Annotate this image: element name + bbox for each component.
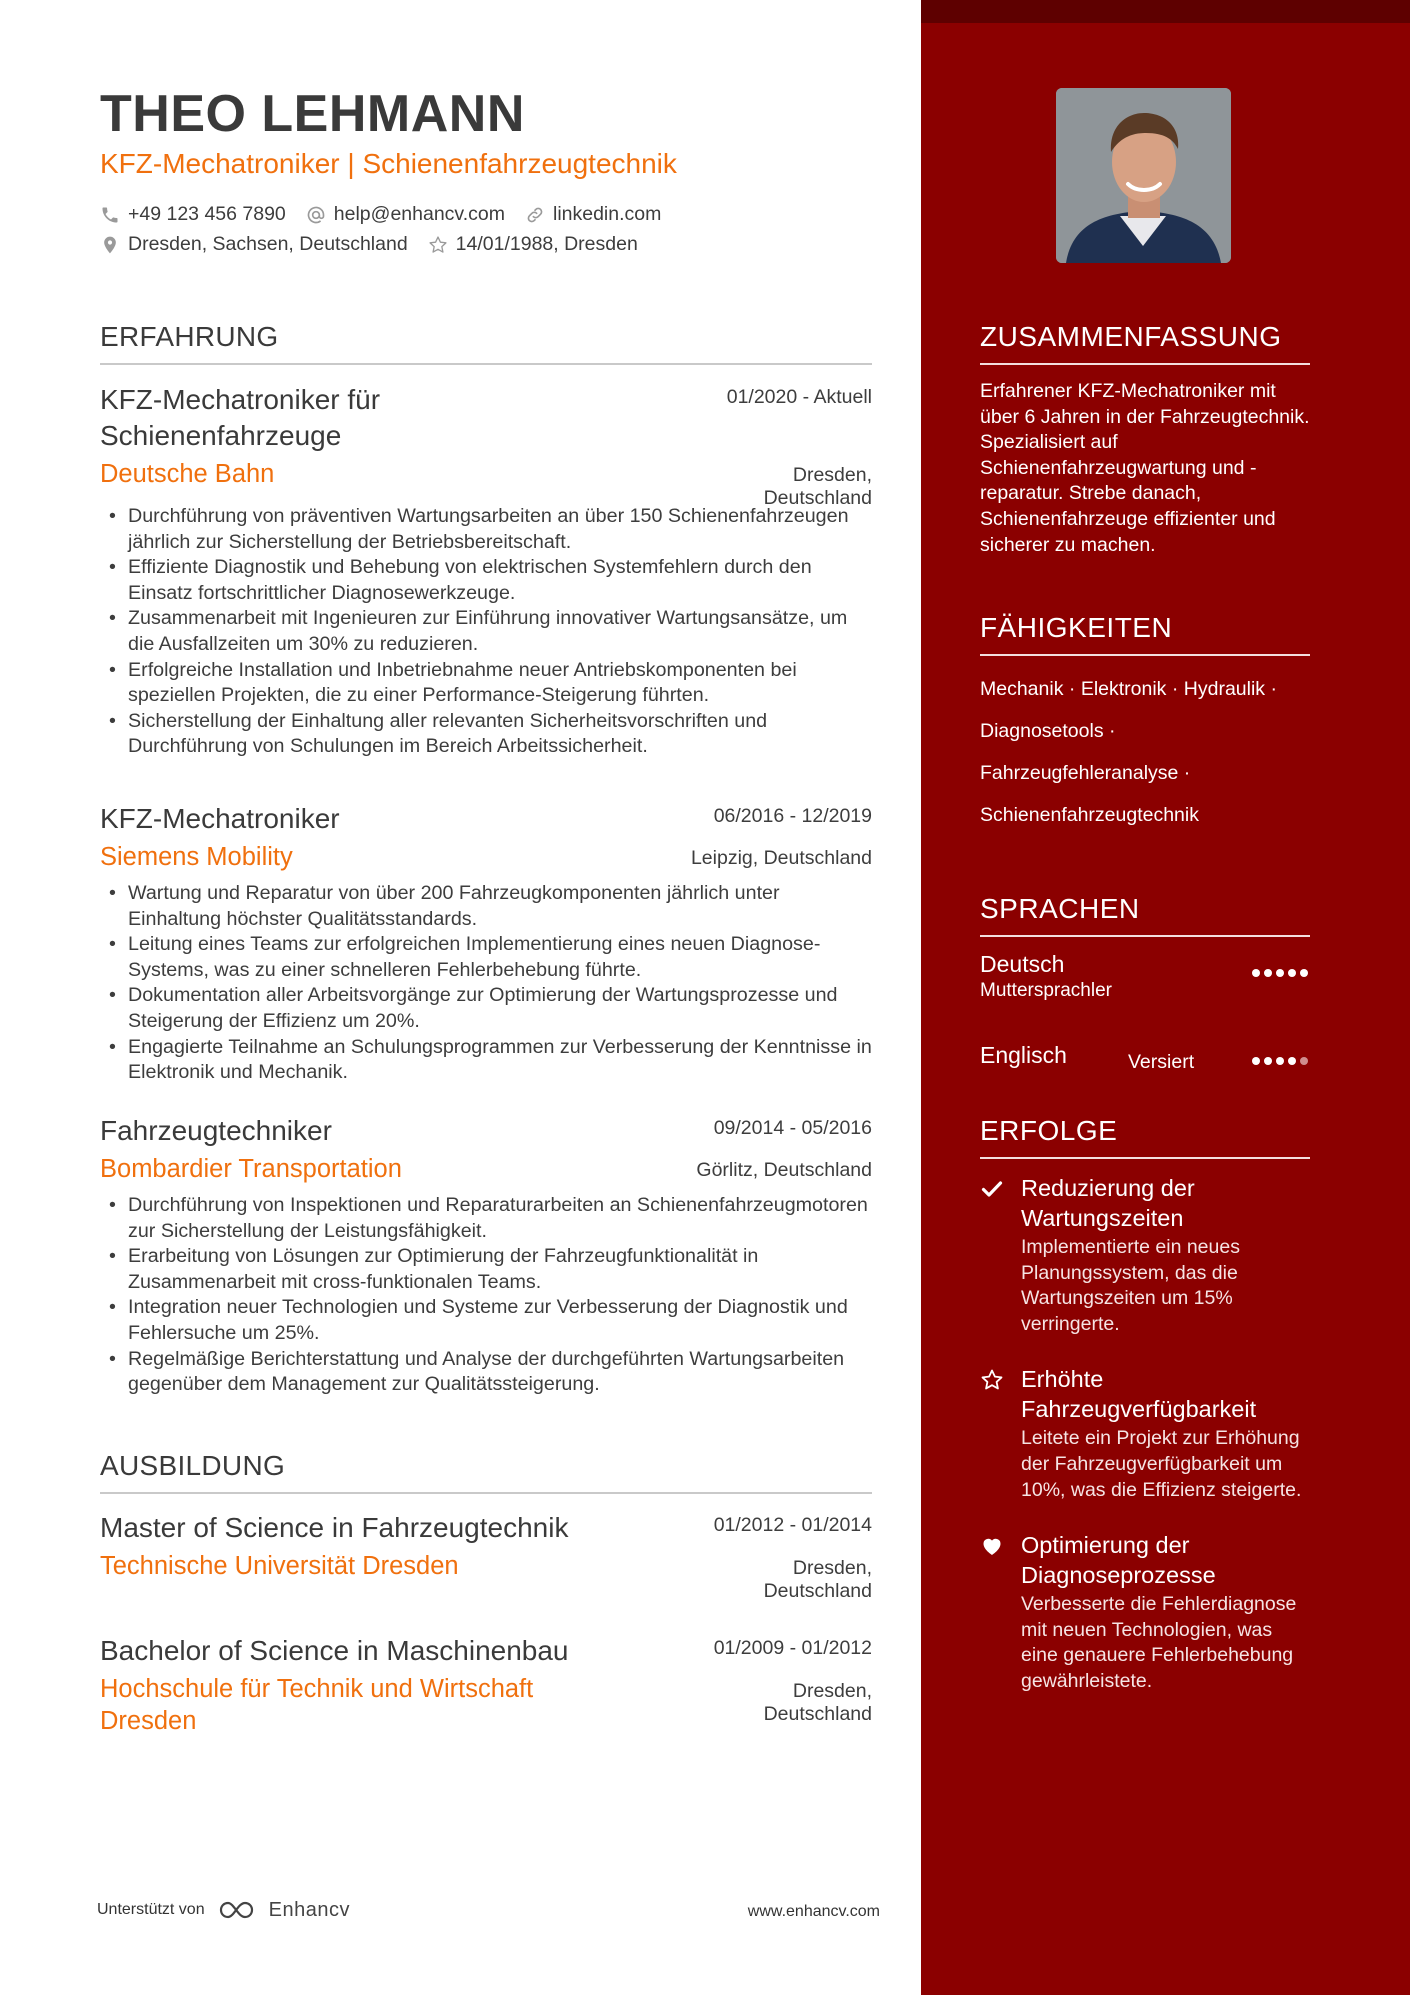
bullet: • Durchführung von Inspektionen und Reparaturarbeiten an Schienenfahrzeugmotoren zur Sicherstellung der Leistungsfähigkeit. <box>100 1193 872 1244</box>
skills-list: Mechanik · Elektronik · Hydraulik · Diagnosetools · Fahrzeugfehleranalyse · Schienenfahrzeugtechnik <box>980 678 1277 826</box>
bullet: • Erfolgreiche Installation und Inbetriebnahme neuer Antriebskomponenten bei speziellen Projekten, die zu einer Performance-Steigerung führten. <box>100 658 872 709</box>
education-location: Dresden, Deutschland <box>763 1557 872 1602</box>
contact-link[interactable] <box>525 203 661 226</box>
job-date: 09/2014 - 05/2016 <box>713 1117 872 1139</box>
skill-item: Elektronik <box>1080 678 1167 700</box>
job-date: 01/2020 - Aktuell <box>726 386 872 408</box>
heart-icon <box>980 1534 1004 1558</box>
achievement-description: Verbesserte die Fehlerdiagnose mit neuen Technologien, was eine genauere Fehlerbehebung gewährleistete. <box>1021 1593 1297 1692</box>
job-location: Görlitz, Deutschland <box>696 1159 872 1181</box>
degree: Master of Science in Fahrzeugtechnik <box>100 1512 569 1543</box>
website-link[interactable]: www.enhancv.com <box>747 1903 880 1920</box>
bullet: • Wartung und Reparatur von über 200 Fahrzeugkomponenten jährlich unter Einhaltung höchster Qualitätsstandards. <box>100 881 872 932</box>
rating-dot <box>1252 1057 1260 1065</box>
at-icon <box>306 205 326 225</box>
education-entry <box>100 1510 872 1602</box>
achievement-title: Optimierung der Diagnoseprozesse <box>1021 1532 1216 1589</box>
skill-item: Diagnosetools <box>980 720 1104 742</box>
birth-text: 14/01/1988, Dresden <box>455 233 638 255</box>
star-outline-icon <box>428 235 448 255</box>
job-title: Fahrzeugtechniker <box>100 1115 332 1146</box>
job-date: 06/2016 - 12/2019 <box>713 805 872 827</box>
experience-entry <box>100 1113 872 1398</box>
powered-by-text: Unterstützt von <box>97 1901 205 1918</box>
bullet: • Durchführung von präventiven Wartungsarbeiten an über 150 Schienenfahrzeugen jährlich zur Sicherstellung der Betriebsbereitschaft. <box>100 504 872 555</box>
link-text: linkedin.com <box>552 203 662 225</box>
achievement-item <box>980 1364 1310 1503</box>
language-item <box>980 937 1310 1007</box>
achievements-title: ERFOLGE <box>980 1115 1310 1159</box>
languages-title: SPRACHEN <box>980 893 1310 937</box>
sidebar-top-bar <box>921 0 1410 23</box>
achievement-item <box>980 1530 1310 1694</box>
brand-name: Enhancv <box>268 1898 350 1921</box>
experience-entry <box>100 801 872 1086</box>
sidebar <box>921 0 1410 1995</box>
job-title: KFZ-Mechatroniker <box>100 803 340 834</box>
rating-dot <box>1252 969 1260 977</box>
enhancv-logo[interactable] <box>217 1898 350 1922</box>
rating-dot <box>1288 1057 1296 1065</box>
achievement-title: Erhöhte Fahrzeugverfügbarkeit <box>1021 1366 1257 1423</box>
skill-item: Hydraulik <box>1183 678 1266 700</box>
summary-text: Erfahrener KFZ-Mechatroniker mit über 6 Jahren in der Fahrzeugtechnik. Spezialisiert auf Schienenfahrzeugwartung und -reparatur. Strebe danach, Schienenfahrzeuge effizienter und sicherer zu machen. <box>980 380 1310 556</box>
education-location: Dresden, Deutschland <box>763 1680 872 1725</box>
footer <box>97 1895 880 1925</box>
infinity-logo-icon <box>217 1898 263 1922</box>
bullet: • Engagierte Teilnahme an Schulungsprogrammen zur Verbesserung der Kenntnisse in Elektronik und Mechanik. <box>100 1035 872 1086</box>
rating-dot <box>1288 969 1296 977</box>
school-name: Hochschule für Technik und Wirtschaft Dresden <box>100 1675 534 1735</box>
check-icon <box>980 1177 1004 1201</box>
contact-phone[interactable] <box>100 203 286 226</box>
skill-item: Mechanik <box>980 678 1064 700</box>
rating-dot-empty <box>1300 1057 1308 1065</box>
summary-title: ZUSAMMENFASSUNG <box>980 321 1310 365</box>
language-name: Deutsch <box>980 951 1065 977</box>
language-name: Englisch <box>980 1042 1067 1068</box>
degree: Bachelor of Science in Maschinenbau <box>100 1635 569 1666</box>
contact-birth <box>428 233 638 256</box>
experience-entry <box>100 382 872 760</box>
contact-row-1 <box>100 203 681 226</box>
link-icon <box>525 205 545 225</box>
bullet: • Regelmäßige Berichterstattung und Analyse der durchgeführten Wartungsarbeiten gegenüber dem Management zur Qualitätssteigerung. <box>100 1347 872 1398</box>
location-text: Dresden, Sachsen, Deutschland <box>128 233 408 255</box>
skills-title: FÄHIGKEITEN <box>980 612 1310 656</box>
footer-branding <box>97 1898 350 1922</box>
job-title: KFZ-Mechatroniker für Schienenfahrzeuge <box>100 384 381 451</box>
bullet: • Leitung eines Teams zur erfolgreichen Implementierung eines neuen Diagnose-Systems, was zu einer schnelleren Fehlerbehebung führte. <box>100 932 872 983</box>
rating-dot <box>1276 969 1284 977</box>
bullet: • Erarbeitung von Lösungen zur Optimierung der Fahrzeugfunktionalität in Zusammenarbeit mit cross-funktionalen Teams. <box>100 1244 872 1295</box>
skills-section <box>980 612 1310 836</box>
language-rating <box>1252 1057 1308 1065</box>
achievement-description: Implementierte ein neues Planungssystem, das die Wartungszeiten um 15% verringerte. <box>1021 1236 1240 1335</box>
language-rating <box>1252 969 1308 977</box>
bullet: • Effiziente Diagnostik und Behebung von elektrischen Systemfehlern durch den Einsatz fortschrittlicher Diagnosewerkzeuge. <box>100 555 872 606</box>
contact-email[interactable] <box>306 203 505 226</box>
rating-dot <box>1264 969 1272 977</box>
achievements-section <box>980 1115 1310 1695</box>
skill-item: Fahrzeugfehleranalyse <box>980 762 1179 784</box>
summary-section <box>980 321 1310 558</box>
headline: KFZ-Mechatroniker | Schienenfahrzeugtechnik <box>100 148 677 179</box>
bullet: • Sicherstellung der Einhaltung aller relevanten Sicherheitsvorschriften und Durchführung von Schulungen im Bereich Arbeitssicherheit. <box>100 709 872 760</box>
education-entry <box>100 1633 872 1737</box>
job-bullets <box>100 504 872 760</box>
language-level: Muttersprachler <box>980 980 1112 1001</box>
contact-location <box>100 233 408 256</box>
languages-section <box>980 893 1310 1087</box>
language-item <box>980 1017 1310 1087</box>
education-date: 01/2009 - 01/2012 <box>713 1637 872 1659</box>
job-bullets <box>100 1193 872 1398</box>
rating-dot <box>1300 969 1308 977</box>
education-section-title: AUSBILDUNG <box>100 1450 872 1494</box>
achievement-description: Leitete ein Projekt zur Erhöhung der Fahrzeugverfügbarkeit um 10%, was die Effizienz steigerte. <box>1021 1427 1302 1501</box>
job-bullets <box>100 881 872 1086</box>
location-pin-icon <box>100 235 120 255</box>
candidate-name: THEO LEHMANN <box>100 85 525 143</box>
company-name: Bombardier Transportation <box>100 1155 402 1183</box>
job-location: Leipzig, Deutschland <box>690 847 872 869</box>
contact-row-2 <box>100 233 658 256</box>
achievement-title: Reduzierung der Wartungszeiten <box>1021 1175 1195 1231</box>
bullet: • Integration neuer Technologien und Systeme zur Verbesserung der Diagnostik und Fehlersuche um 25%. <box>100 1295 872 1346</box>
skill-item: Schienenfahrzeugtechnik <box>980 804 1199 826</box>
bullet: • Zusammenarbeit mit Ingenieuren zur Einführung innovativer Wartungsansätze, um die Ausfallzeiten um 30% zu reduzieren. <box>100 606 872 657</box>
job-location: Dresden, Deutschland <box>763 464 872 509</box>
company-name: Siemens Mobility <box>100 843 293 871</box>
bullet: • Dokumentation aller Arbeitsvorgänge zur Optimierung der Wartungsprozesse und Steigerung der Effizienz um 20%. <box>100 983 872 1034</box>
star-icon <box>980 1368 1004 1392</box>
experience-section-title: ERFAHRUNG <box>100 321 872 365</box>
achievement-item <box>980 1173 1310 1337</box>
person-portrait-icon <box>1056 88 1231 263</box>
education-date: 01/2012 - 01/2014 <box>713 1514 872 1536</box>
email-text: help@enhancv.com <box>333 203 505 225</box>
school-name: Technische Universität Dresden <box>100 1552 459 1580</box>
language-level: Versiert <box>1128 1051 1195 1073</box>
profile-photo <box>1056 88 1231 263</box>
company-name: Deutsche Bahn <box>100 460 275 488</box>
rating-dot <box>1276 1057 1284 1065</box>
phone-icon <box>100 205 120 225</box>
phone-text: +49 123 456 7890 <box>128 203 286 225</box>
rating-dot <box>1264 1057 1272 1065</box>
